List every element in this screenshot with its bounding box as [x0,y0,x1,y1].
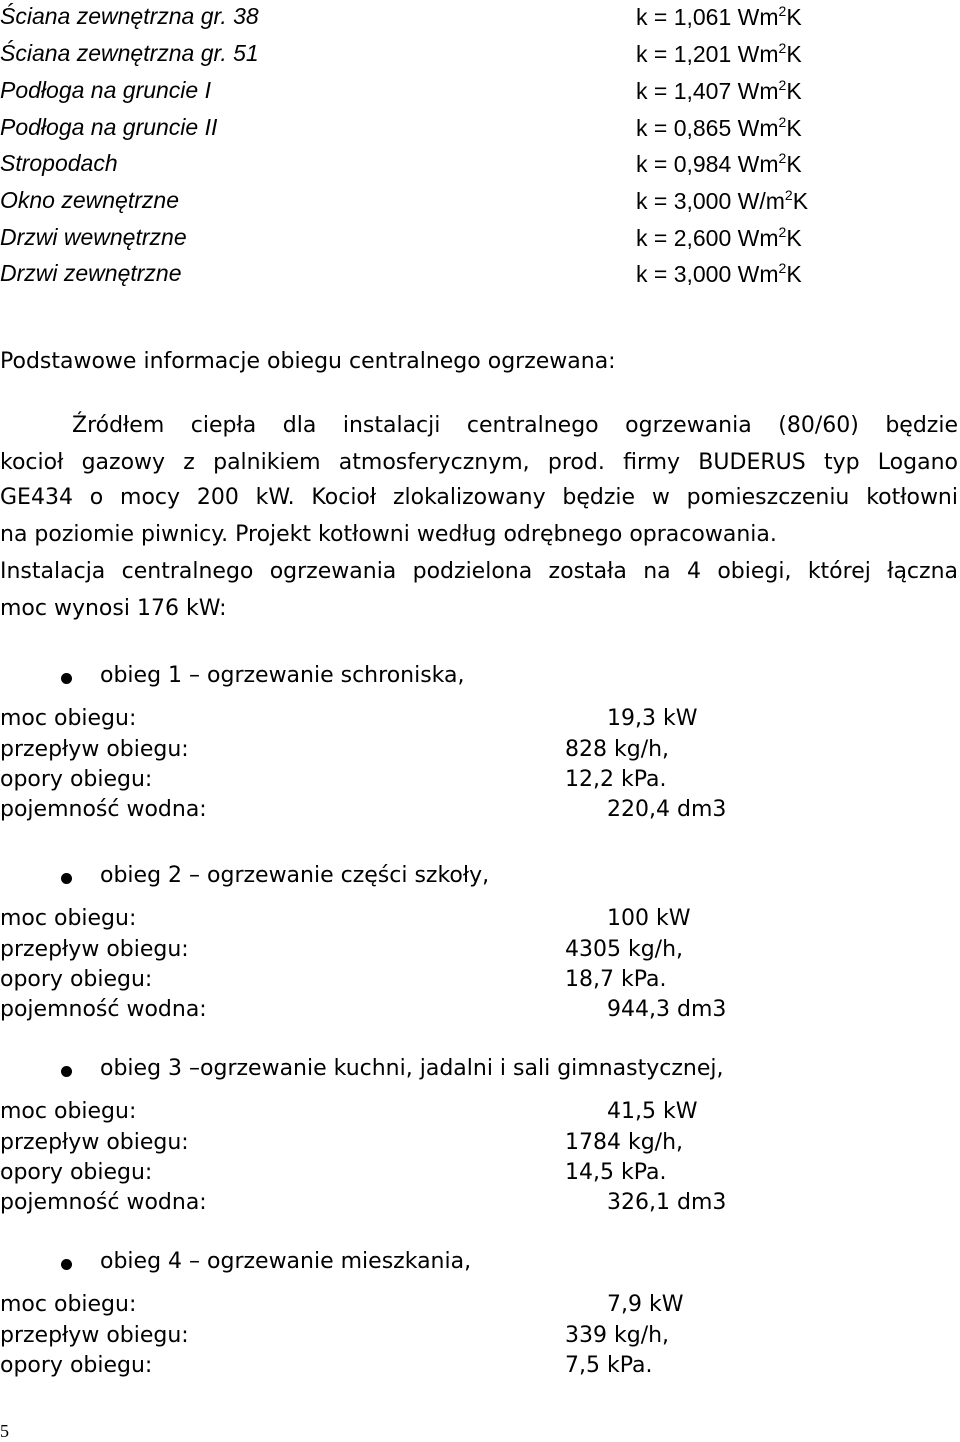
param-label: przepływ obiegu: [0,1130,189,1155]
param-label: opory obiegu: [0,1353,153,1378]
param-label: opory obiegu: [0,967,153,992]
paragraph-line: kocioł gazowy z palnikiem atmosferycznym, prod. firmy BUDERUS typ Logano [0,450,958,475]
param-value: 7,9 kW [607,1292,684,1317]
partition-name: Drzwi zewnętrzne [0,260,182,286]
param-value: 19,3 kW [607,706,698,731]
k-value: k = 0,984 Wm$^2$K [636,150,802,177]
param-value: 18,7 kPa. [565,967,667,992]
page-number: 5 [0,1421,9,1441]
partition-name: Stropodach [0,150,118,176]
param-row [0,1130,960,1160]
param-value: 14,5 kPa. [565,1160,667,1185]
param-label: pojemność wodna: [0,797,207,822]
k-value: k = 3,000 $W/m^2K$ [636,187,809,214]
k-value: k = 1,407 Wm$^2$K [636,77,802,104]
paragraph-line: Instalacja centralnego ogrzewania podzielona została na 4 obiegi, której łączna [0,559,958,584]
paragraph-line: moc wynosi 176 kW: [0,596,227,621]
param-label: moc obiegu: [0,706,137,731]
param-row [0,1099,960,1129]
param-row [0,1190,960,1220]
k-value: k = 3,000 Wm$^2$K [636,260,802,287]
param-value: 944,3 dm3 [607,997,727,1022]
param-value: 220,4 dm3 [607,797,727,822]
param-row [0,1353,960,1383]
bullet-icon [61,1066,72,1077]
param-value: 4305 kg/h, [565,937,684,962]
paragraph-line: GE434 o mocy 200 kW. Kocioł zlokalizowany będzie w pomieszczeniu kotłowni [0,485,958,510]
section-heading: Podstawowe informacje obiegu centralnego ogrzewana: [0,349,616,374]
k-row [0,114,960,151]
k-value: k = 0,865 Wm$^2$K [636,114,802,141]
param-value: 41,5 kW [607,1099,698,1124]
param-value: 1784 kg/h, [565,1130,684,1155]
param-label: opory obiegu: [0,1160,153,1185]
k-row [0,77,960,114]
param-value: 326,1 dm3 [607,1190,727,1215]
k-row [0,260,960,297]
param-row [0,967,960,997]
k-value: k = 1,201 Wm$^2$K [636,40,802,67]
param-row [0,1323,960,1353]
param-row [0,906,960,936]
param-row [0,997,960,1027]
partition-name: Ściana zewnętrzna gr. 38 [0,3,259,29]
param-label: przepływ obiegu: [0,1323,189,1348]
param-label: opory obiegu: [0,767,153,792]
param-row [0,797,960,827]
param-row [0,767,960,797]
param-row [0,1160,960,1190]
param-row [0,937,960,967]
param-value: 339 kg/h, [565,1323,670,1348]
param-label: przepływ obiegu: [0,737,189,762]
k-row [0,224,960,261]
param-label: moc obiegu: [0,1292,137,1317]
partition-name: Podłoga na gruncie I [0,77,211,103]
param-label: moc obiegu: [0,906,137,931]
param-label: przepływ obiegu: [0,937,189,962]
k-value: k = 1,061 Wm$^2$K [636,3,802,30]
param-row [0,737,960,767]
k-row [0,3,960,40]
partition-name: Ściana zewnętrzna gr. 51 [0,40,259,66]
partition-name: Drzwi wewnętrzne [0,224,187,250]
partition-name: Okno zewnętrzne [0,187,179,213]
k-row [0,150,960,187]
bullet-icon [61,873,72,884]
param-value: 7,5 kPa. [565,1353,653,1378]
param-row [0,706,960,736]
param-label: moc obiegu: [0,1099,137,1124]
k-row [0,187,960,224]
bullet-icon [61,1259,72,1270]
k-row [0,40,960,77]
paragraph-line: Źródłem ciepła dla instalacji centralnego ogrzewania (80/60) będzie [72,413,958,438]
partition-name: Podłoga na gruncie II [0,114,218,140]
param-row [0,1292,960,1322]
param-label: pojemność wodna: [0,1190,207,1215]
param-value: 100 kW [607,906,691,931]
bullet-icon [61,673,72,684]
param-value: 12,2 kPa. [565,767,667,792]
k-value: k = 2,600 Wm$^2$K [636,224,802,251]
param-value: 828 kg/h, [565,737,670,762]
paragraph-line: na poziomie piwnicy. Projekt kotłowni według odrębnego opracowania. [0,522,777,547]
param-label: pojemność wodna: [0,997,207,1022]
